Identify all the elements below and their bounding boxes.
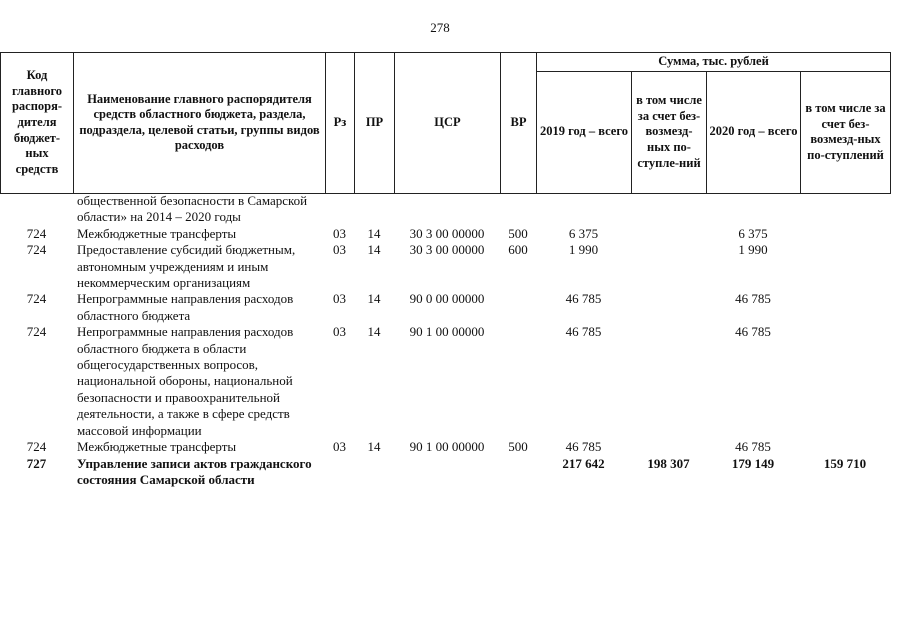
row-rz	[325, 456, 354, 489]
row-2020-gratuitous	[800, 193, 890, 226]
row-name: Межбюджетные трансферты	[77, 439, 237, 455]
table-row	[0, 193, 890, 226]
row-rz: 03	[333, 324, 346, 340]
header-2020-total: 2020 год – всего	[707, 71, 801, 193]
row-csr: 30 3 00 00000	[409, 242, 485, 258]
row-pr: 14	[367, 225, 381, 241]
row-csr: 90 0 00 00000	[409, 291, 485, 307]
table-body	[0, 193, 890, 488]
row-pr: 14	[367, 439, 381, 455]
row-vr	[500, 324, 536, 439]
row-rz: 03	[333, 242, 346, 258]
row-code	[0, 193, 73, 226]
row-name: Предоставление субсидий бюджетным, автономным учреждениям и иным некоммерческим организациям	[77, 242, 296, 291]
row-2020-total: 46 785	[735, 291, 771, 307]
row-2020-gratuitous	[800, 291, 890, 324]
row-name: Непрограммные направления расходов областного бюджета в области общегосударственных вопросов, национальной обороны, национальной безопасности и правоохранительной деятельности, а также в сфере средств массовой информации	[77, 324, 294, 438]
row-2020-gratuitous	[800, 439, 890, 455]
row-2019-gratuitous	[631, 226, 706, 242]
row-csr: 90 1 00 00000	[409, 439, 485, 455]
table-header	[0, 52, 891, 194]
row-code: 724	[26, 291, 47, 307]
row-code: 727	[26, 455, 47, 471]
header-pr: ПР	[355, 53, 395, 194]
row-2020-total	[706, 193, 800, 226]
row-pr: 14	[367, 324, 381, 340]
row-2019-gratuitous	[631, 324, 706, 439]
header-2019-total: 2019 год – всего	[537, 71, 632, 193]
row-rz: 03	[333, 439, 346, 455]
row-2019-gratuitous	[631, 439, 706, 455]
row-2020-total: 46 785	[735, 324, 771, 340]
row-2020-gratuitous	[800, 226, 890, 242]
row-2020-total: 6 375	[738, 225, 768, 241]
table-row	[0, 242, 890, 291]
row-2020-total: 1 990	[738, 242, 768, 258]
row-name: Управление записи актов гражданского состояния Самарской области	[77, 455, 312, 487]
header-2019-gratuitous: в том числе за счет без-возмезд-ных по-ступле-ний	[632, 71, 707, 193]
row-csr	[394, 193, 500, 226]
header-rz: Рз	[326, 53, 355, 194]
row-2019-gratuitous	[631, 242, 706, 291]
row-vr	[500, 291, 536, 324]
row-2019-total: 1 990	[568, 242, 599, 258]
row-2019-total: 46 785	[565, 439, 602, 455]
row-rz: 03	[333, 291, 346, 307]
page-number: 278	[430, 20, 450, 35]
row-2020-total: 179 149	[731, 455, 775, 471]
row-2019-gratuitous	[631, 291, 706, 324]
row-pr: 14	[367, 242, 381, 258]
row-vr: 500	[508, 439, 528, 455]
row-code: 724	[26, 225, 47, 241]
row-pr: 14	[367, 291, 381, 307]
row-2019-total	[536, 193, 631, 226]
header-sum-group: Сумма, тыс. рублей	[537, 53, 891, 72]
row-2019-total: 46 785	[565, 324, 602, 340]
header-csr: ЦСР	[395, 53, 501, 194]
row-vr: 600	[508, 242, 528, 258]
row-2020-gratuitous: 159 710	[823, 455, 867, 471]
header-vr: ВР	[501, 53, 537, 194]
row-2019-total: 217 642	[562, 455, 605, 471]
table-row	[0, 226, 890, 242]
header-2020-gratuitous: в том числе за счет без-возмезд-ных по-ступлений	[801, 71, 891, 193]
row-2019-total: 6 375	[568, 225, 599, 241]
table-row	[0, 456, 890, 489]
row-2020-gratuitous	[800, 242, 890, 291]
row-vr	[500, 193, 536, 226]
row-pr	[354, 193, 394, 226]
row-code: 724	[26, 242, 47, 258]
row-csr	[394, 456, 500, 489]
row-2019-total: 46 785	[565, 291, 602, 307]
row-csr: 30 3 00 00000	[409, 225, 485, 241]
row-2019-gratuitous	[631, 193, 706, 226]
row-2020-total: 46 785	[735, 439, 771, 455]
row-rz	[325, 193, 354, 226]
table-row	[0, 291, 890, 324]
row-vr	[500, 456, 536, 489]
row-code: 724	[26, 439, 47, 455]
row-rz: 03	[333, 225, 346, 241]
header-code: Код главного распоря-дителя бюджет-ных средств	[1, 53, 74, 194]
table-row	[0, 439, 890, 455]
row-name: общественной безопасности в Самарской области» на 2014 – 2020 годы	[77, 193, 308, 225]
row-csr: 90 1 00 00000	[409, 324, 485, 340]
row-2020-gratuitous	[800, 324, 890, 439]
row-name: Межбюджетные трансферты	[77, 225, 237, 241]
row-pr	[354, 456, 394, 489]
row-code: 724	[26, 324, 47, 340]
row-2019-gratuitous: 198 307	[647, 455, 690, 471]
row-name: Непрограммные направления расходов областного бюджета	[77, 291, 294, 323]
row-vr: 500	[508, 225, 528, 241]
table-row	[0, 324, 890, 439]
header-name: Наименование главного распорядителя средств областного бюджета, раздела, подраздела, целевой статьи, группы видов расходов	[74, 53, 326, 194]
